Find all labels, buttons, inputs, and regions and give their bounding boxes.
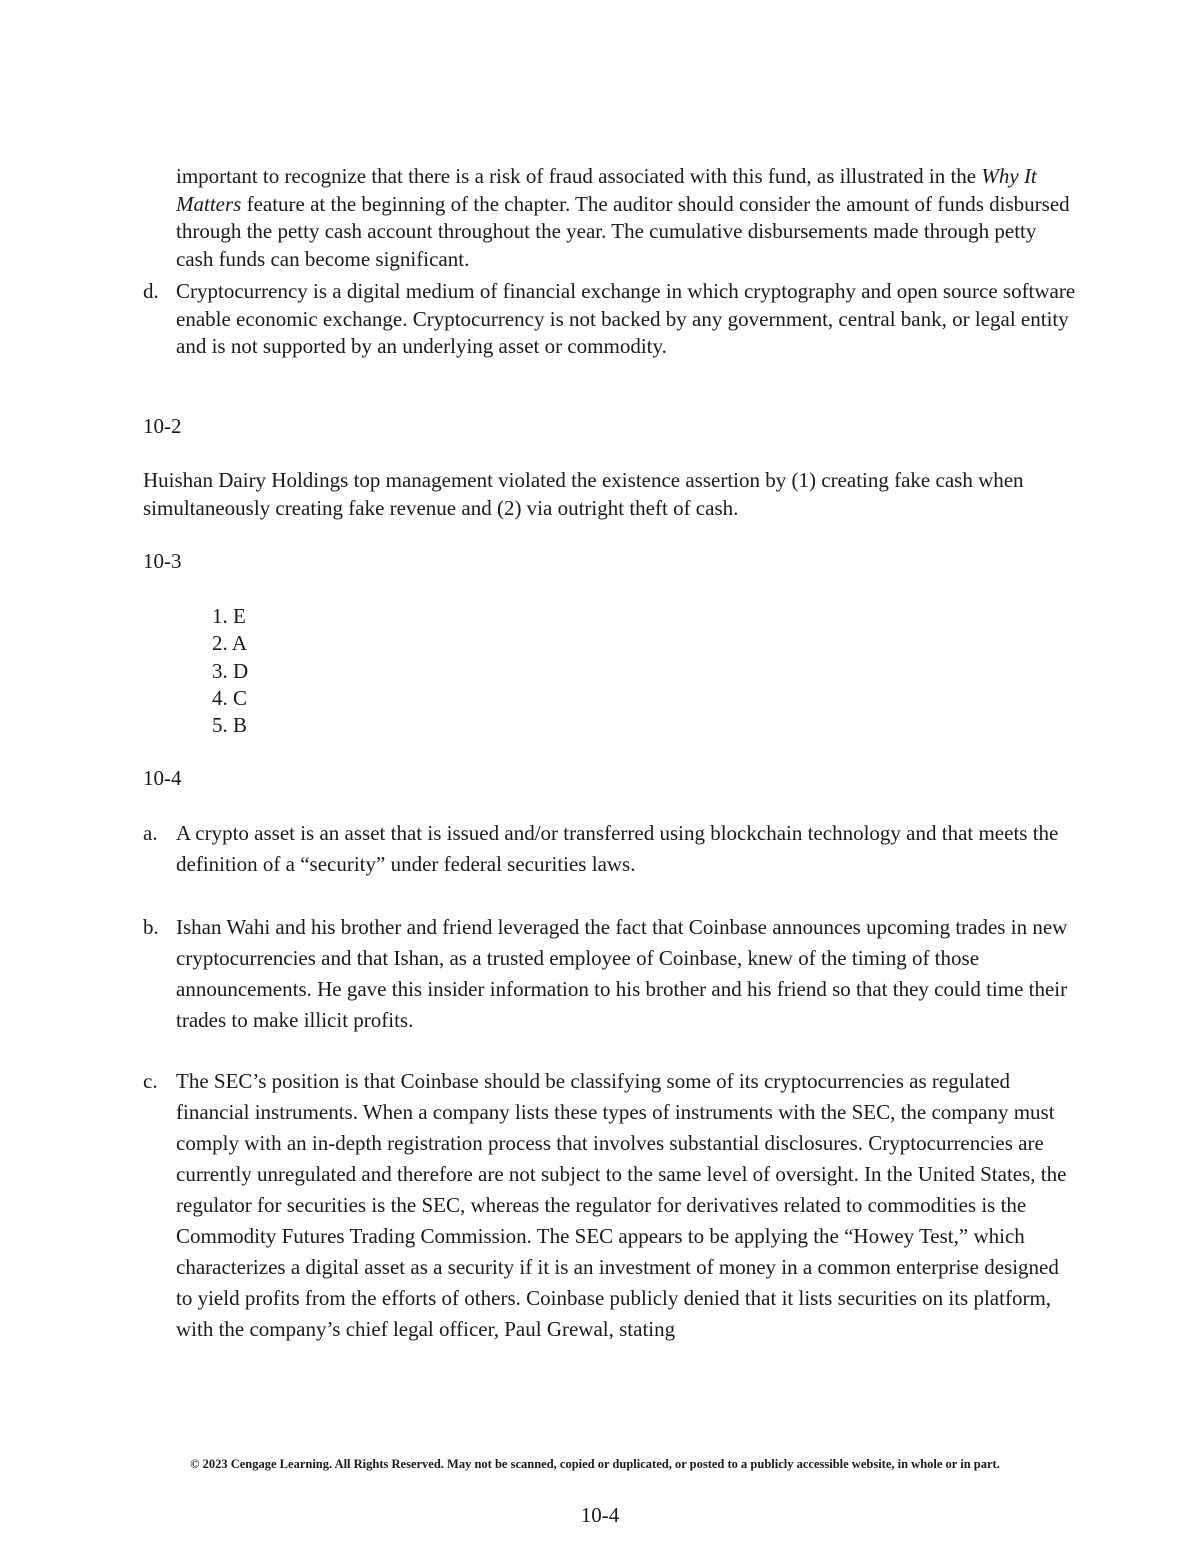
answer-item: 2. A (212, 631, 248, 656)
question-10-2-heading: 10-2 (143, 414, 182, 438)
question-10-3-answer-list (212, 603, 248, 739)
continuation-italic-title: Why It Matters (176, 164, 1037, 216)
answer-item: 5. B (212, 713, 248, 738)
item-c-letter: c. (143, 1069, 158, 1093)
item-b-text: Ishan Wahi and his brother and friend leveraged the fact that Coinbase announces upcoming trades in new cryptocurrencies and that Ishan, as a trusted employee of Coinbase, knew of the timing of those announcements. He gave this insider information to his brother and his friend so that they could time their trades to make illicit profits. (176, 915, 1068, 1032)
item-d-text: Cryptocurrency is a digital medium of financial exchange in which cryptography and open source software enable economic exchange. Cryptocurrency is not backed by any government, central bank, or legal entity and is not supported by an underlying asset or commodity. (176, 279, 1076, 358)
question-10-3-heading: 10-3 (143, 549, 182, 573)
page-number: 10-4 (580, 1503, 620, 1527)
continuation-text-post: feature at the beginning of the chapter. The auditor should consider the amount of funds disbursed through the petty cash account throughout the year. The cumulative disbursements made through petty cash funds can become significant. (176, 191, 1070, 271)
answer-item: 1. E (212, 604, 246, 628)
continuation-paragraph (176, 163, 1076, 273)
copyright-notice: © 2023 Cengage Learning. All Rights Reserved. May not be scanned, copied or duplicated, or posted to a publicly accessible website, in whole or in part. (190, 1457, 1000, 1471)
item-c-text: The SEC’s position is that Coinbase should be classifying some of its cryptocurrencies as regulated financial instruments. When a company lists these types of instruments with the SEC, the company must comply with an in-depth registration process that involves substantial disclosures. Cryptocurrencies are currently unregulated and therefore are not subject to the same level of oversight. In the United States, the regulator for securities is the SEC, whereas the regulator for derivatives related to commodities is the Commodity Futures Trading Commission. The SEC appears to be applying the “Howey Test,” which characterizes a digital asset as a security if it is an investment of money in a common enterprise designed to yield profits from the efforts of others. Coinbase publicly denied that it lists securities on its platform, with the company’s chief legal officer, Paul Grewal, stating (176, 1069, 1067, 1341)
answer-item: 3. D (212, 658, 249, 683)
answer-item: 4. C (212, 685, 248, 710)
item-b-letter: b. (143, 915, 159, 939)
item-a-text: A crypto asset is an asset that is issued and/or transferred using blockchain technology and that meets the definition of a “security” under federal securities laws. (176, 821, 1059, 876)
item-d-letter: d. (143, 279, 159, 303)
item-a-letter: a. (143, 821, 158, 845)
continuation-text-pre: important to recognize that there is a risk of fraud associated with this fund, as illustrated in the (176, 164, 982, 188)
question-10-2-answer: Huishan Dairy Holdings top management violated the existence assertion by (1) creating fake cash when simultaneously creating fake revenue and (2) via outright theft of cash. (143, 468, 1024, 520)
question-10-4-heading: 10-4 (143, 766, 182, 790)
